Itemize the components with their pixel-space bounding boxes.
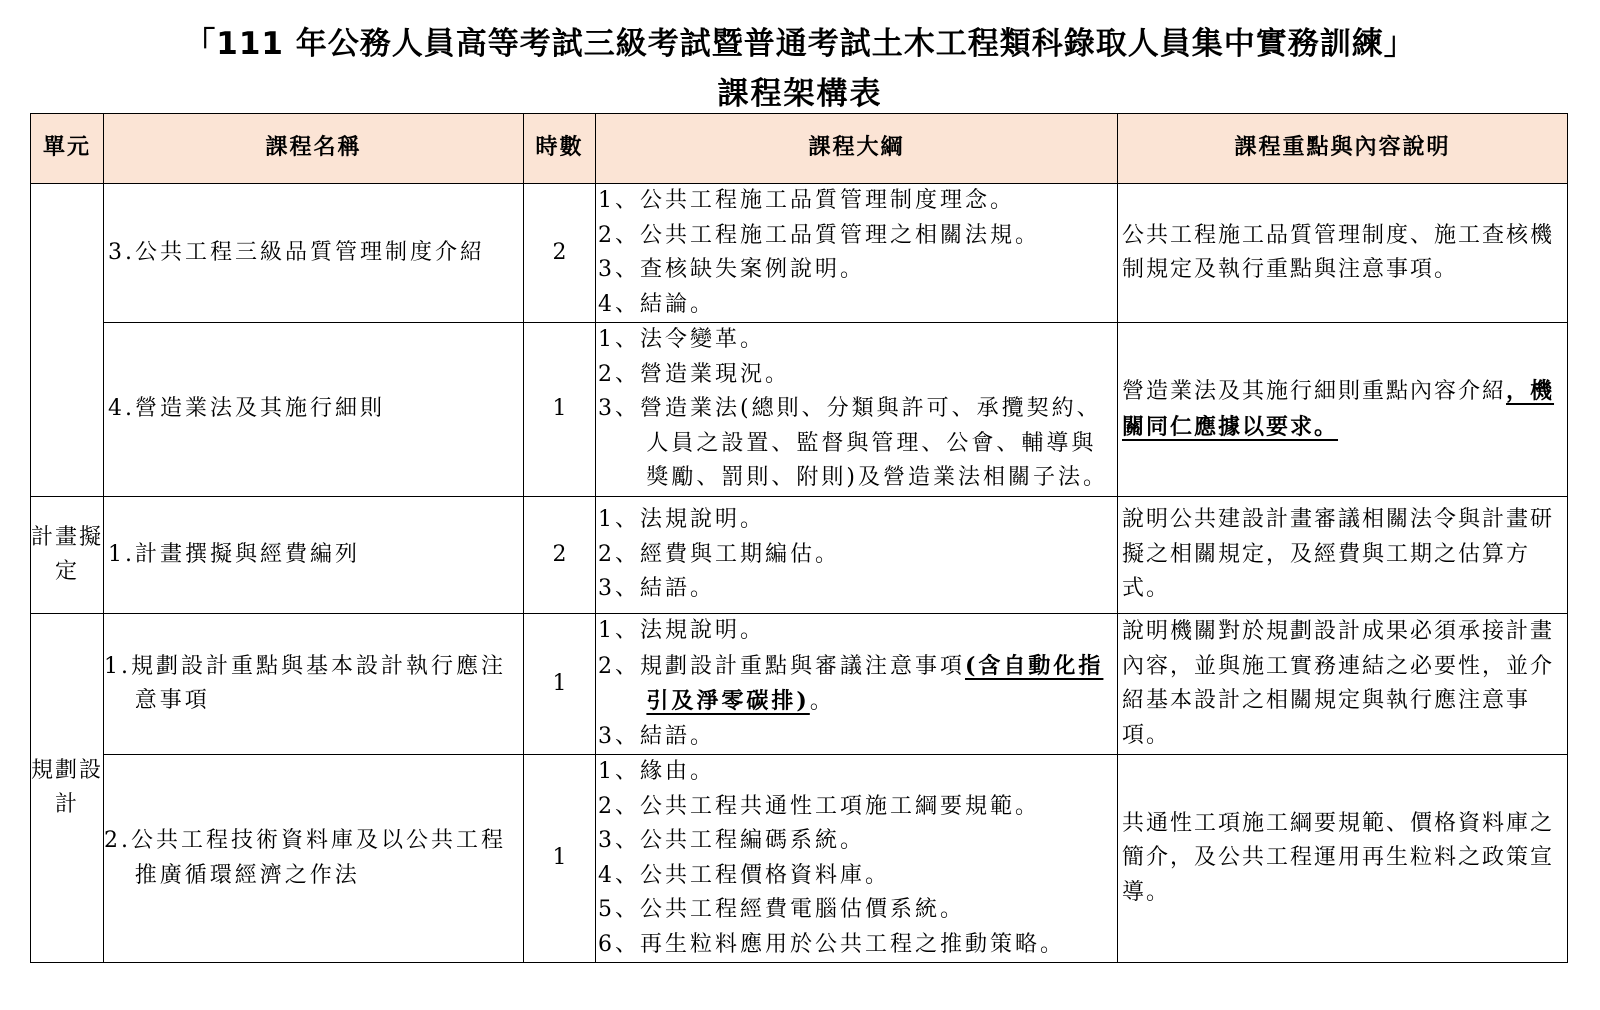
header-description: 課程重點與內容說明	[1118, 114, 1568, 184]
outline-item: 1、公共工程施工品質管理制度理念。	[598, 188, 1015, 213]
hours-cell: 2	[524, 497, 596, 614]
outline-cell	[596, 184, 1118, 323]
outline-cell	[596, 323, 1118, 497]
outline-item: 1、法令變革。	[598, 327, 765, 353]
outline-item: 3、營造業法(總則、分類與許可、承攬契約、人員之設置、監督與管理、公會、輔導與獎勵、罰則、附則)及營造業法相關子法。	[598, 396, 1108, 491]
outline-item: 6、再生粒料應用於公共工程之推動策略。	[598, 931, 1065, 957]
description-text: 營造業法及其施行細則重點內容介紹	[1122, 379, 1507, 404]
outline-item: 4、結論。	[598, 291, 715, 317]
unit-cell: 計畫擬定	[31, 497, 104, 614]
hours-cell: 2	[524, 184, 596, 323]
header-hours: 時數	[524, 114, 596, 184]
hours-cell: 1	[524, 755, 596, 963]
table-header-row	[31, 114, 1568, 184]
outline-item: 2、公共工程共通性工項施工綱要規範。	[598, 793, 1040, 819]
description-cell	[1118, 323, 1568, 497]
course-name-cell: 3.公共工程三級品質管理制度介紹	[104, 184, 524, 323]
outline-item: 3、公共工程編碼系統。	[598, 828, 865, 853]
course-name-cell: 1.規劃設計重點與基本設計執行應注意事項	[104, 614, 524, 755]
course-name-cell: 2.公共工程技術資料庫及以公共工程推廣循環經濟之作法	[104, 755, 524, 963]
unit-cell: 規劃設計	[31, 614, 104, 963]
outline-cell	[596, 614, 1118, 755]
outline-cell	[596, 755, 1118, 963]
outline-item: 1、法規說明。	[598, 618, 765, 643]
header-unit: 單元	[31, 114, 104, 184]
description-cell: 說明機關對於規劃設計成果必須承接計畫內容，並與施工實務連結之必要性，並介紹基本設計之相關規定與執行應注意事項。	[1118, 614, 1568, 755]
outline-item: 2、經費與工期編估。	[598, 541, 840, 567]
outline-item: 3、結語。	[598, 723, 715, 749]
table-row	[31, 497, 1568, 614]
course-name-cell: 1.計畫撰擬與經費編列	[104, 497, 524, 614]
outline-item: 4、公共工程價格資料庫。	[598, 862, 890, 888]
hours-cell: 1	[524, 614, 596, 755]
outline-text: 2、規劃設計重點與審議注意事項	[598, 653, 965, 679]
outline-text: 。	[809, 689, 835, 714]
table-row	[31, 614, 1568, 755]
outline-item: 1、緣由。	[598, 759, 715, 784]
table-row	[31, 755, 1568, 963]
document-subtitle: 課程架構表	[717, 76, 883, 112]
header-outline: 課程大綱	[596, 114, 1118, 184]
table-row	[31, 323, 1568, 497]
outline-item: 3、查核缺失案例說明。	[598, 257, 865, 282]
outline-item: 1、法規說明。	[598, 507, 765, 533]
course-table	[30, 113, 1568, 963]
outline-cell	[596, 497, 1118, 614]
course-name-cell: 4.營造業法及其施行細則	[104, 323, 524, 497]
outline-item: 3、結語。	[598, 576, 715, 602]
description-cell: 共通性工項施工綱要規範、價格資料庫之簡介，及公共工程運用再生粒料之政策宣導。	[1118, 755, 1568, 963]
hours-cell: 1	[524, 323, 596, 497]
outline-item: 2、公共工程施工品質管理之相關法規。	[598, 222, 1040, 248]
description-cell: 說明公共建設計畫審議相關法令與計畫研擬之相關規定，及經費與工期之估算方式。	[1118, 497, 1568, 614]
outline-item: 2、營造業現況。	[598, 361, 790, 387]
outline-item: 5、公共工程經費電腦估價系統。	[598, 897, 965, 922]
document-title: 「111 年公務人員高等考試三級考試暨普通考試土木工程類科錄取人員集中實務訓練」	[184, 26, 1416, 62]
description-cell: 公共工程施工品質管理制度、施工查核機制規定及執行重點與注意事項。	[1118, 184, 1568, 323]
unit-cell-empty	[31, 184, 104, 497]
table-row	[31, 184, 1568, 323]
outline-emphasis: (含自動化指引及淨零碳排)	[646, 652, 1104, 714]
outline-item	[598, 649, 1117, 720]
header-course-name: 課程名稱	[104, 114, 524, 184]
description-emphasis: ，機關同仁應據以要求。	[1122, 378, 1555, 440]
